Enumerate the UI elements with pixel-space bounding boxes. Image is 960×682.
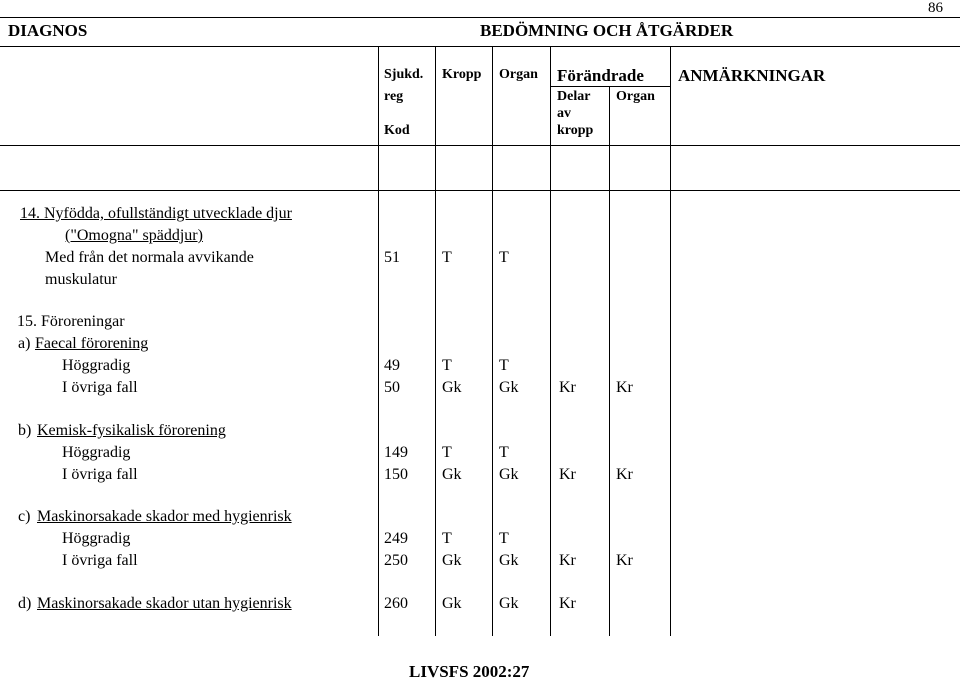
row-organ2: Kr [616, 466, 633, 483]
s14-code: 51 [384, 249, 400, 266]
row-organ2: Kr [616, 379, 633, 396]
header-av: av [557, 106, 571, 121]
s14-row-3 [0, 247, 960, 269]
s14-organ: T [499, 249, 509, 266]
row-label: Höggradig [62, 444, 131, 461]
header-forandrade: Förändrade [557, 66, 644, 85]
row-kropp: T [442, 444, 452, 461]
s15c-prefix: c) [18, 508, 31, 525]
s15b-heading-row [0, 420, 960, 442]
row-delar: Kr [559, 379, 576, 396]
row-label: I övriga fall [62, 466, 138, 483]
row-kropp: T [442, 530, 452, 547]
s15d-delar: Kr [559, 595, 576, 612]
s15d-kropp: Gk [442, 595, 462, 612]
row-label: Höggradig [62, 530, 131, 547]
row-label: I övriga fall [62, 379, 138, 396]
table-row [0, 377, 960, 399]
s15b-prefix: b) [18, 422, 32, 439]
header-bottom-rule [0, 145, 960, 146]
row-organ: T [499, 357, 509, 374]
table-row [0, 550, 960, 572]
s15c-heading-row [0, 506, 960, 528]
body-top-rule [0, 190, 960, 191]
row-organ: Gk [499, 466, 519, 483]
table-row [0, 442, 960, 464]
s15c-title: Maskinorsakade skador med hygienrisk [37, 508, 292, 525]
s14-kropp: T [442, 249, 452, 266]
row-code: 150 [384, 466, 408, 483]
header-anmarkningar: ANMÄRKNINGAR [678, 66, 826, 85]
header-reg: reg [384, 89, 404, 104]
header-organ: Organ [499, 67, 538, 82]
s15a-heading-row [0, 333, 960, 355]
row-organ: T [499, 530, 509, 547]
row-code: 250 [384, 552, 408, 569]
s15a-prefix: a) [18, 335, 31, 352]
s14-line4: muskulatur [45, 271, 117, 288]
s15d-row [0, 593, 960, 615]
s15-title-row [0, 311, 960, 333]
s15-title: 15. Föroreningar [17, 313, 125, 330]
footer-reference: LIVSFS 2002:27 [409, 662, 530, 681]
s14-row-4 [0, 269, 960, 291]
header-kropp: Kropp [442, 67, 482, 82]
top-rule [0, 17, 960, 18]
s14-row-2 [0, 225, 960, 247]
s15a-title: Faecal förorening [35, 335, 149, 352]
row-kropp: Gk [442, 552, 462, 569]
header-delar: Delar [557, 89, 591, 104]
row-kropp: T [442, 357, 452, 374]
header-kod: Kod [384, 123, 410, 138]
row-organ: Gk [499, 552, 519, 569]
s15d-organ: Gk [499, 595, 519, 612]
row-label: I övriga fall [62, 552, 138, 569]
s14-line3: Med från det normala avvikande [45, 249, 254, 266]
header-rule [0, 46, 960, 47]
row-code: 149 [384, 444, 408, 461]
table-row [0, 528, 960, 550]
s15d-title: Maskinorsakade skador utan hygienrisk [37, 595, 292, 612]
row-code: 249 [384, 530, 408, 547]
row-delar: Kr [559, 552, 576, 569]
header-kropp2: kropp [557, 123, 594, 138]
row-code: 49 [384, 357, 400, 374]
s14-row-1 [0, 203, 960, 225]
table-row [0, 464, 960, 486]
row-organ: Gk [499, 379, 519, 396]
header-bedomning: BEDÖMNING OCH ÅTGÄRDER [480, 21, 734, 40]
row-label: Höggradig [62, 357, 131, 374]
row-kropp: Gk [442, 379, 462, 396]
s15d-prefix: d) [18, 595, 32, 612]
row-code: 50 [384, 379, 400, 396]
s14-line1: 14. Nyfödda, ofullständigt utvecklade djur [20, 205, 292, 222]
forandrade-rule [550, 86, 670, 87]
row-delar: Kr [559, 466, 576, 483]
row-organ2: Kr [616, 552, 633, 569]
page-number: 86 [928, 0, 943, 16]
s15d-code: 260 [384, 595, 408, 612]
row-organ: T [499, 444, 509, 461]
header-organ2: Organ [616, 89, 655, 104]
header-diagnos: DIAGNOS [8, 21, 88, 40]
header-sjukd: Sjukd. [384, 67, 424, 82]
s15b-title: Kemisk-fysikalisk förorening [37, 422, 226, 439]
table-row [0, 355, 960, 377]
s14-line2: ("Omogna" späddjur) [65, 227, 203, 244]
row-kropp: Gk [442, 466, 462, 483]
